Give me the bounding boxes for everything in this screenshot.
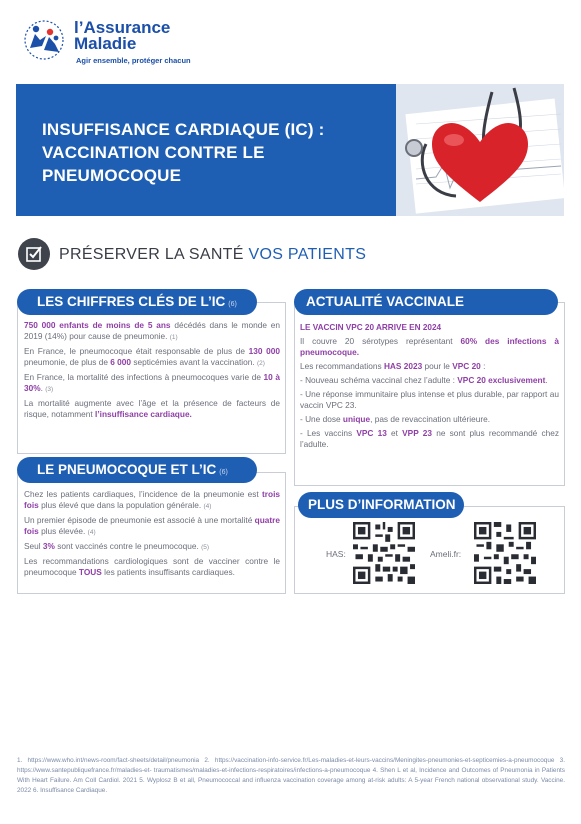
ameli-qr-code-icon[interactable] bbox=[474, 522, 536, 584]
has-qr-code-icon[interactable] bbox=[353, 522, 415, 584]
assurance-maladie-logo bbox=[22, 14, 222, 66]
pneumo-heading: LE PNEUMOCOQUE ET L’IC (6) bbox=[17, 457, 257, 483]
info-heading: PLUS D’INFORMATION bbox=[298, 492, 464, 518]
page-title: INSUFFISANCE CARDIAQUE (IC) : VACCINATION CONTRE LE PNEUMOCOQUE bbox=[42, 120, 325, 185]
logo-tagline: Agir ensemble, protéger chacun bbox=[76, 56, 191, 65]
checkbox-icon bbox=[18, 238, 50, 270]
heart-stethoscope-illustration bbox=[396, 84, 564, 216]
has-label: HAS: bbox=[326, 549, 346, 559]
actu-text: LE VACCIN VPC 20 ARRIVE EN 2024 Il couvre 20 sérotypes représentant 60% des infections à pneumocoque. Les recommandations HAS 2023 pour le VPC 20 : - Nouveau schéma vaccinal chez l’adulte : VPC 20 exclusivement. - Une réponse immunitaire plus intense et plus durable, par rapport au vaccin VPC 23. - Une dose unique, pas de revaccination ultérieure. - Les vaccins VPC 13 et VPP 23 ne sont plus recommandé chez l’adulte. bbox=[300, 323, 560, 449]
actu-heading: ACTUALITÉ VACCINALE bbox=[294, 289, 558, 315]
title-banner bbox=[16, 84, 564, 216]
ameli-label: Ameli.fr: bbox=[430, 549, 462, 559]
references-footer: 1. https://www.who.int/news-room/fact-sheets/detail/pneumonia 2. https://vaccination-info-service.fr/Les-maladies-et-leurs-vaccins/Meningites-pneumonies-et-septicemies-a-pneumocoque 3. https://www.santepubliquefrance.fr/maladies-et- traumatismes/maladies-et-infections-respiratoires/infections-a-pneumocoque 4. Shen L et al, Incidence and Outcomes of Pneumonia in Patients With Heart Failure. Am Coll Cardiol. 2021 5. Wyplosz B et all, Pneumococcal and influenza vaccination coverage among at-risk adults: A 5-year French national observational study. Vaccine. 2022 6. Insuffisance Cardiaque. bbox=[17, 757, 565, 794]
chiffres-text: 750 000 enfants de moins de 5 ans décédés dans le monde en 2019 (14%) pour cause de pneumonie. (1) En France, le pneumocoque était responsable de plus de 130 000 pneumonie, de plus de 6 000 septicémies avant la vaccination. (2) En France, la mortalité des infections à pneumocoques varie de 10 à 30%. (3) La mortalité augmente avec l’âge et la présence de facteurs de risque, notamment l’insuffisance cardiaque. bbox=[24, 320, 280, 419]
logo-figures-icon bbox=[22, 16, 68, 62]
section-title: PRÉSERVER LA SANTÉ VOS PATIENTS bbox=[59, 246, 367, 263]
logo-wordmark: l’Assurance Maladie bbox=[74, 18, 171, 53]
pneumo-text: Chez les patients cardiaques, l’incidence de la pneumonie est trois fois plus élevé que dans la population générale. (4) Un premier épisode de pneumonie est associé à une mortalité quatre fois plus élevée. (4) Seul 3% sont vaccinés contre le pneumocoque. (5) Les recommandations cardiologiques sont de vacciner contre le pneumocoque TOUS les patients insuffisants cardiaques. bbox=[24, 489, 280, 577]
chiffres-heading: LES CHIFFRES CLÉS DE L’IC (6) bbox=[17, 289, 257, 315]
